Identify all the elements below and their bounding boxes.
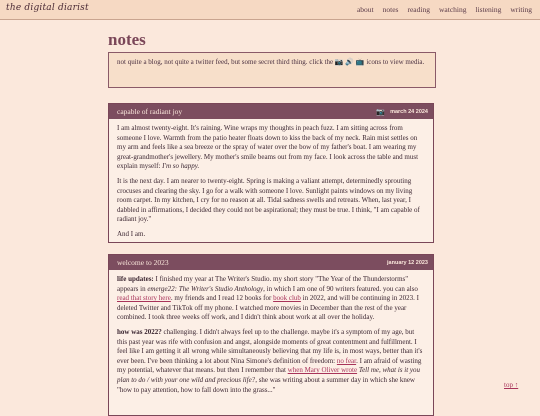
post-paragraph: It is the next day. I am nearer to twenty-eight. Spring is making a valiant attempt, determinedly sprouting crocuses and clearing the sky. I go for a walk with someone I love. Sunlight paints windows on my living room carpet. In my kitchen, I cry for no reason at all. Tidal sadness swells and retreats. When, last year, I dabbled in affirmations, I decided they could not be aspirational; they must be true. I think, "I am capable of radiant joy." bbox=[117, 176, 420, 224]
post-capable-of-radiant-joy bbox=[108, 103, 434, 243]
post-header bbox=[109, 255, 433, 270]
nav-writing[interactable]: writing bbox=[510, 5, 532, 14]
nav-listening[interactable]: listening bbox=[475, 5, 502, 14]
nav-notes[interactable]: notes bbox=[382, 5, 399, 14]
page-title: notes bbox=[108, 30, 146, 49]
post-meta bbox=[387, 260, 428, 266]
mary-oliver-link[interactable]: when Mary Oliver wrote bbox=[287, 366, 358, 375]
top-nav-bar bbox=[0, 0, 540, 20]
intro-box: not quite a blog, not quite a twitter feed, but some secret third thing. click the 📷 🔊 📺 icons to view media. bbox=[108, 52, 436, 88]
post-paragraph: life updates: I finished my year at The Writer's Studio. my short story "The Year of the Thunderstorms" appears in emerge22: The Writer's Studio Anthology, in which I am one of 90 writers featured. you can also read that story here. my friends and I read 12 books for book club in 2022, and will be continuing in 2023. I deleted Twitter and TikTok off my phone. I watched more movies in December than the rest of the year combined. I took three weeks off work, and I didn't think about work at all over the holiday. bbox=[117, 275, 419, 322]
post-paragraph: I am almost twenty-eight. It's raining. Wine wraps my thoughts in peach fuzz. I am sitting across from someone I love. Warmth from the patio heater floats down to kiss the back of my neck. Rain mist settles on my arm and feels like a sea breeze or the spray of water over the bow of my father's boat. I am wearing my great-grandmother's jewellery. My mother's smile beams out from my face. I look across the table and must explain myself: I'm so happy. bbox=[117, 124, 419, 171]
post-welcome-to-2023 bbox=[108, 254, 434, 416]
post-paragraph: And I am. bbox=[117, 229, 146, 238]
book-club-link[interactable]: book club bbox=[273, 294, 301, 303]
post-date: march 24 2024 bbox=[390, 108, 428, 115]
site-logo[interactable]: the digital diarist bbox=[6, 3, 89, 13]
post-body bbox=[109, 270, 433, 405]
nav-about[interactable]: about bbox=[356, 5, 374, 14]
post-body bbox=[109, 119, 433, 250]
nav-watching[interactable]: watching bbox=[438, 5, 467, 14]
post-title: capable of radiant joy bbox=[117, 107, 183, 116]
main-nav bbox=[357, 5, 532, 14]
camera-icon[interactable]: 📷 bbox=[376, 108, 386, 116]
back-to-top-link[interactable]: top ↑ bbox=[504, 381, 519, 389]
post-header bbox=[109, 104, 433, 119]
post-date: january 12 2023 bbox=[387, 259, 428, 266]
no-fear-link[interactable]: no fear bbox=[336, 356, 357, 365]
post-title: welcome to 2023 bbox=[117, 258, 169, 267]
post-meta bbox=[376, 108, 428, 116]
post-paragraph: how was 2022? challenging. I didn't always feel up to the challenge. maybe it's a symptom of my age, but this past year was rife with confusion and angst, alongside moments of great contentment and fulfillment. I feel like I am getting it all wrong while simultaneously believing that my life is, in most ways, better than it's ever been. I've been thinking a lot about Nina Simone's definition of freedom: no fear. I am afraid of wasting my potential, whatever that means. but then I remember that when Mary Oliver wrote Tell me, what is it you plan to do / with your one wild and precious life?, she was writing about a summer day in which she knew "how to pay attention, how to fall down into the grass..." bbox=[117, 327, 423, 394]
nav-reading[interactable]: reading bbox=[407, 5, 430, 14]
story-link[interactable]: read that story here bbox=[117, 294, 171, 303]
